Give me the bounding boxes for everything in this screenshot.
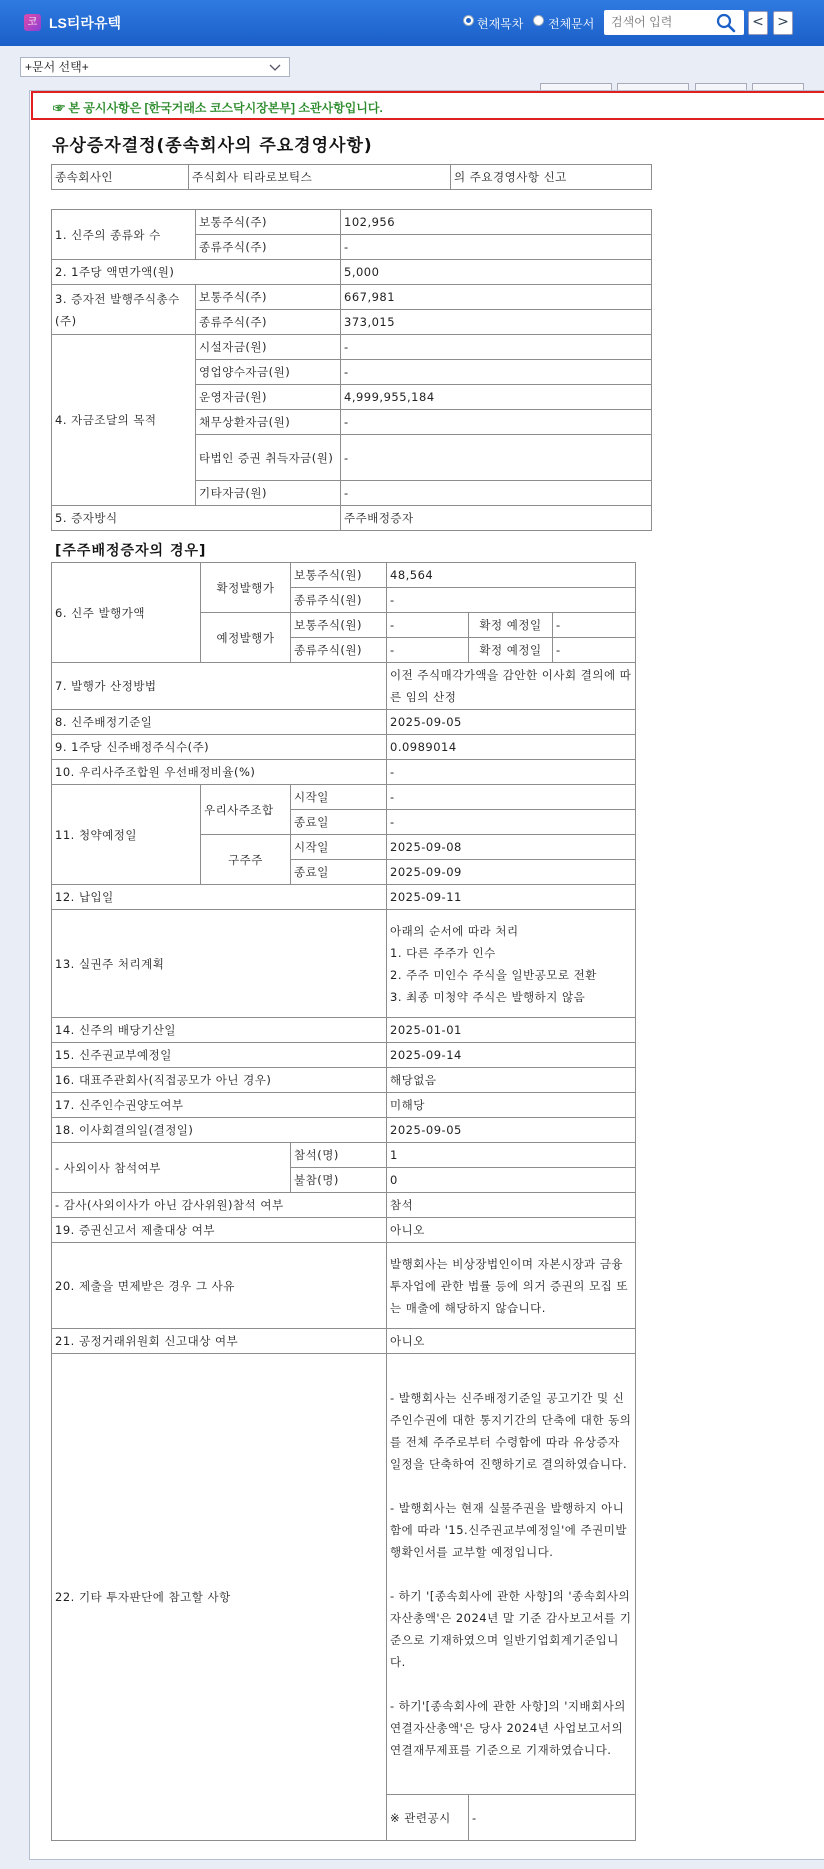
value: 2025-09-08	[387, 835, 636, 860]
search-box	[604, 10, 744, 35]
row-label: - 감사(사외이사가 아닌 감사위원)참석 여부	[52, 1193, 387, 1218]
value: -	[387, 588, 636, 613]
value: 2025-09-05	[387, 710, 636, 735]
value: 참석	[387, 1193, 636, 1218]
company-title: LS티라유텍	[49, 15, 121, 31]
value: -	[387, 760, 636, 785]
sub-label: 보통주식(원)	[291, 613, 387, 638]
value: 2025-09-09	[387, 860, 636, 885]
value: -	[341, 435, 652, 481]
chevron-down-icon	[269, 61, 281, 73]
radio-current-toc-label[interactable]: 현재목차	[477, 17, 524, 31]
row-label: 3. 증자전 발행주식총수(주)	[52, 285, 196, 335]
sub-label: 시작일	[291, 835, 387, 860]
sub-label: 구주주	[201, 835, 291, 885]
top-bar	[0, 0, 824, 46]
value: 5,000	[341, 260, 652, 285]
sub-label: 예정발행가	[201, 613, 291, 663]
value: 2025-01-01	[387, 1018, 636, 1043]
sub-label: 시설자금(원)	[196, 335, 341, 360]
sub-label: 타법인 증권 취득자금(원)	[196, 435, 341, 481]
value: - 발행회사는 신주배정기준일 공고기간 및 신주인수권에 대한 통지기간의 단축에 대한 동의를 전체 주주로부터 수령함에 따라 유상증자 일정을 단축하여 진행하기로 결의하였습니다. - 발행회사는 현재 실물주권을 발행하지 아니함에 따라 '15.신주권교부예정일'에 주권미발행확인서를 교부할 예정입니다. - 하기 '[종속회사에 관한 사항]의 '종속회사의 자산총액'은 2024년 말 기준 감사보고서를 기준으로 기재하였으며 일반기업회계기준입니다. - 하기'[종속회사에 관한 사항]의 '지배회사의 연결자산총액'은 당사 2024년 사업보고서의 연결재무제표를 기준으로 기재하였습니다.	[387, 1354, 636, 1795]
value: 해당없음	[387, 1068, 636, 1093]
sub-label: 우리사주조합	[201, 785, 291, 835]
value: 주주배정증자	[341, 506, 652, 531]
row-label: 5. 증자방식	[52, 506, 341, 531]
value: -	[387, 810, 636, 835]
row-label: 2. 1주당 액면가액(원)	[52, 260, 341, 285]
value: 아니오	[387, 1218, 636, 1243]
cell-label: 종속회사인	[52, 165, 189, 190]
sub-label: 종류주식(원)	[291, 588, 387, 613]
search-icon[interactable]	[716, 13, 736, 33]
row-label: 1. 신주의 종류와 수	[52, 210, 196, 260]
cell-company: 주식회사 티라로보틱스	[189, 165, 451, 190]
sub-label: 확정 예정일	[469, 613, 553, 638]
value: 2025-09-11	[387, 885, 636, 910]
sub-label: 종류주식(주)	[196, 310, 341, 335]
sub-label: 보통주식(주)	[196, 210, 341, 235]
value: 102,956	[341, 210, 652, 235]
sub-label: 확정 예정일	[469, 638, 553, 663]
row-label: - 사외이사 참석여부	[52, 1143, 291, 1193]
sub-label: 종류주식(원)	[291, 638, 387, 663]
value: -	[341, 335, 652, 360]
value: -	[553, 613, 636, 638]
row-label: 19. 증권신고서 제출대상 여부	[52, 1218, 387, 1243]
value: -	[387, 638, 469, 663]
sub-label: 채무상환자금(원)	[196, 410, 341, 435]
value: -	[341, 360, 652, 385]
notice-text: ☞ 본 공시사항은 [한국거래소 코스닥시장본부] 소관사항입니다.	[53, 101, 383, 115]
row-label: 15. 신주권교부예정일	[52, 1043, 387, 1068]
row-label: 14. 신주의 배당기산일	[52, 1018, 387, 1043]
value: 발행회사는 비상장법인이며 자본시장과 금융투자업에 관한 법률 등에 의거 증권의 모집 또는 매출에 해당하지 않습니다.	[387, 1243, 636, 1329]
row-label: 20. 제출을 면제받은 경우 그 사유	[52, 1243, 387, 1329]
notice-banner	[31, 91, 824, 120]
radio-current-toc[interactable]	[463, 15, 474, 26]
page-title: 유상증자결정(종속회사의 주요경영사항)	[52, 136, 373, 156]
sub-label: 운영자금(원)	[196, 385, 341, 410]
value: -	[341, 481, 652, 506]
value: -	[387, 785, 636, 810]
sub-label: 확정발행가	[201, 563, 291, 613]
search-input[interactable]	[611, 13, 711, 31]
value: -	[553, 638, 636, 663]
row-label: 11. 청약예정일	[52, 785, 201, 885]
value: 48,564	[387, 563, 636, 588]
row-label: 16. 대표주관회사(직접공모가 아닌 경우)	[52, 1068, 387, 1093]
document-select[interactable]	[20, 57, 290, 77]
value: -	[341, 235, 652, 260]
radio-all-docs-label[interactable]: 전체문서	[548, 17, 595, 31]
value: 0	[387, 1168, 636, 1193]
value: 0.0989014	[387, 735, 636, 760]
sub-label: 기타자금(원)	[196, 481, 341, 506]
row-label: 12. 납입일	[52, 885, 387, 910]
row-label: 22. 기타 투자판단에 참고할 사항	[52, 1354, 387, 1841]
value: -	[387, 613, 469, 638]
section-heading: [주주배정증자의 경우]	[55, 543, 207, 559]
app-logo-icon: 코	[24, 14, 41, 31]
row-label: 8. 신주배정기준일	[52, 710, 387, 735]
row-label: 9. 1주당 신주배정주식수(주)	[52, 735, 387, 760]
sub-label: 영업양수자금(원)	[196, 360, 341, 385]
value: 이전 주식매각가액을 감안한 이사회 결의에 따른 임의 산정	[387, 663, 636, 710]
value: -	[469, 1795, 636, 1841]
sub-label: 종류주식(주)	[196, 235, 341, 260]
sub-label: 시작일	[291, 785, 387, 810]
value: 2025-09-14	[387, 1043, 636, 1068]
sub-label: 보통주식(주)	[196, 285, 341, 310]
next-result-button[interactable]: >	[773, 11, 793, 35]
value: -	[341, 410, 652, 435]
document-select-value: +문서 선택+	[25, 60, 89, 74]
cell-suffix: 의 주요경영사항 신고	[451, 165, 652, 190]
row-label: 18. 이사회결의일(결정일)	[52, 1118, 387, 1143]
issuance-table	[51, 209, 652, 531]
row-label: 7. 발행가 산정방법	[52, 663, 387, 710]
rights-offering-table	[51, 562, 636, 1841]
value: 667,981	[341, 285, 652, 310]
sub-label: ※ 관련공시	[387, 1795, 469, 1841]
value: 1	[387, 1143, 636, 1168]
value: 4,999,955,184	[341, 385, 652, 410]
value: 아니오	[387, 1329, 636, 1354]
value: 아래의 순서에 따라 처리 1. 다른 주주가 인수 2. 주주 미인수 주식을 일반공모로 전환 3. 최종 미청약 주식은 발행하지 않음	[387, 910, 636, 1018]
row-label: 10. 우리사주조합원 우선배정비율(%)	[52, 760, 387, 785]
row-label: 6. 신주 발행가액	[52, 563, 201, 663]
row-label: 21. 공정거래위원회 신고대상 여부	[52, 1329, 387, 1354]
sub-label: 종료일	[291, 810, 387, 835]
row-label: 13. 실권주 처리계획	[52, 910, 387, 1018]
sub-label: 보통주식(원)	[291, 563, 387, 588]
value: 미해당	[387, 1093, 636, 1118]
row-label: 4. 자금조달의 목적	[52, 335, 196, 506]
prev-result-button[interactable]: <	[748, 11, 768, 35]
subsidiary-table	[51, 164, 652, 190]
value: 2025-09-05	[387, 1118, 636, 1143]
sub-label: 참석(명)	[291, 1143, 387, 1168]
row-label: 17. 신주인수권양도여부	[52, 1093, 387, 1118]
sub-label: 종료일	[291, 860, 387, 885]
value: 373,015	[341, 310, 652, 335]
radio-all-docs[interactable]	[533, 15, 544, 26]
sub-label: 불참(명)	[291, 1168, 387, 1193]
